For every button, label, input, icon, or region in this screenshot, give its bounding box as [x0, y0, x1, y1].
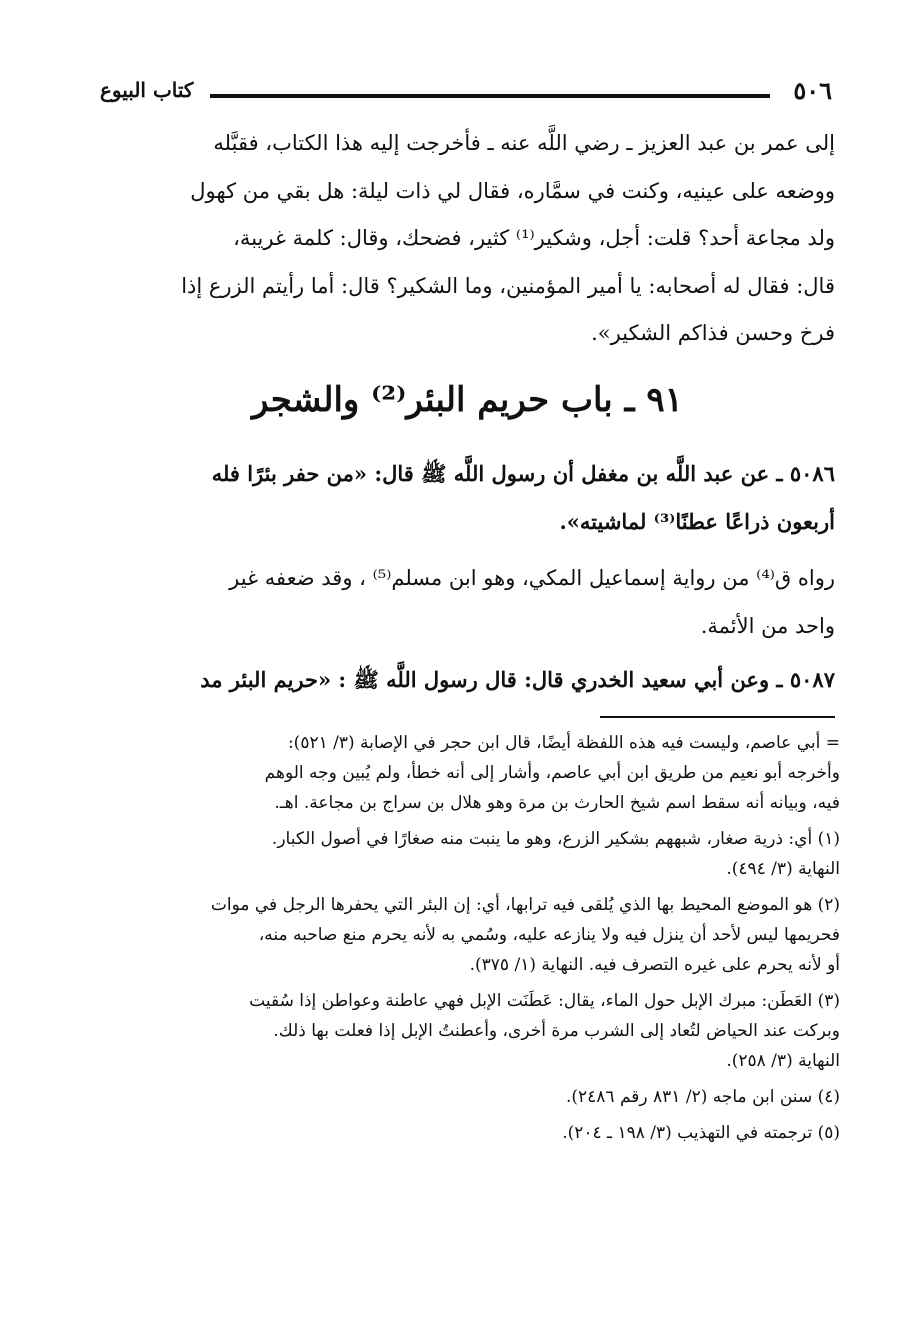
- footnote-line: فحريمها ليس لأحد أن ينزل فيه ولا ينازعه عليه، وسُمي به لأنه يحرم منع صاحبه منه،: [258, 925, 840, 945]
- footnote-line: فيه، وبيانه أنه سقط اسم شيخ الحارث بن مرة وهو هلال بن سراج بن مجاعة. اهـ.: [274, 793, 840, 813]
- hadith-5086-narration: [100, 554, 835, 650]
- footnote-line: وبركت عند الحياض لتُعاد إلى الشرب مرة أخرى، وأعطنتُ الإبل إذا فعلت بها ذلك.: [273, 1021, 840, 1041]
- narration-line: واحد من الأئمة.: [700, 614, 835, 638]
- footnote-line: النهاية (٣/ ٢٥٨).: [726, 1051, 840, 1071]
- text-line: قال: فقال له أصحابه: يا أمير المؤمنين، وما الشكير؟ قال: أما رأيتم الزرع إذا: [181, 273, 835, 298]
- footnote-line: (٢) هو الموضع المحيط بها الذي يُلقى فيه ترابها، أي: إن البئر التي يحفرها الرجل في موات: [210, 895, 840, 915]
- footnote-continuation: [100, 728, 840, 818]
- footnote-1: [100, 824, 840, 884]
- hadith-line: ٥٠٨٧ ـ وعن أبي سعيد الخدري قال: قال رسول اللَّه ﷺ : «حريم البئر مد: [200, 667, 835, 692]
- footnote-line: وأخرجه أبو نعيم من طريق ابن أبي عاصم، وأشار إلى أنه خطأ، ولم يُبين وجه الوهم: [264, 763, 840, 783]
- hadith-line: أربعون ذراعًا عطنًا⁽³⁾ لماشيته».: [559, 509, 835, 534]
- text-line: فرخ وحسن فذاكم الشكير».: [591, 321, 835, 345]
- page-header: [100, 74, 832, 110]
- footnote-3: [100, 986, 840, 1076]
- chapter-heading: ٩١ ـ باب حريم البئر⁽²⁾ والشجر: [252, 380, 683, 420]
- footnote-line: أو لأنه يحرم على غيره التصرف فيه. النهاية (١/ ٣٧٥).: [469, 955, 840, 975]
- text-line: ولد مجاعة أحد؟ قلت: أجل، وشكير⁽¹⁾ كثير، فضحك، وقال: كلمة غريبة،: [233, 226, 835, 250]
- footnote-line: (١) أي: ذرية صغار، شبههم بشكير الزرع، وهو ما ينبت منه صغارًا في أصول الكبار.: [271, 829, 840, 849]
- hadith-5086: [100, 450, 835, 546]
- text-line: ووضعه على عينيه، وكنت في سمَّاره، فقال لي ذات ليلة: هل بقي من كهول: [190, 178, 835, 203]
- footnote-line: (٣) العَطَن: مبرك الإبل حول الماء، يقال: عَطَنَت الإبل فهي عاطنة وعواطن إذا سُقيت: [249, 991, 840, 1011]
- footnote-rule: [600, 716, 835, 718]
- running-title: كتاب البيوع: [100, 78, 194, 102]
- footnote-line: (٤) سنن ابن ماجه (٢/ ٨٣١ رقم ٢٤٨٦).: [565, 1087, 840, 1107]
- page-number: ٥٠٦: [793, 76, 832, 105]
- hadith-line: ٥٠٨٦ ـ عن عبد اللَّه بن مغفل أن رسول اللَّه ﷺ قال: «من حفر بئرًا فله: [211, 461, 835, 486]
- hadith-5087: [100, 656, 835, 704]
- footnotes: [100, 728, 840, 1154]
- header-rule: [210, 94, 770, 98]
- footnote-4: [100, 1082, 840, 1112]
- footnote-line: = أبي عاصم، وليست فيه هذه اللفظة أيضًا، قال ابن حجر في الإصابة (٣/ ٥٢١):: [287, 733, 840, 753]
- footnote-2: [100, 890, 840, 980]
- footnote-line: (٥) ترجمته في التهذيب (٣/ ١٩٨ ـ ٢٠٤).: [562, 1123, 840, 1143]
- footnote-line: النهاية (٣/ ٤٩٤).: [726, 859, 840, 879]
- text-line: إلى عمر بن عبد العزيز ـ رضي اللَّه عنه ـ فأخرجت إليه هذا الكتاب، فقبَّله: [213, 131, 835, 155]
- narration-line: رواه ق⁽⁴⁾ من رواية إسماعيل المكي، وهو ابن مسلم⁽⁵⁾ ، وقد ضعفه غير: [229, 566, 835, 590]
- intro-paragraph: [100, 120, 835, 358]
- footnote-5: [100, 1118, 840, 1148]
